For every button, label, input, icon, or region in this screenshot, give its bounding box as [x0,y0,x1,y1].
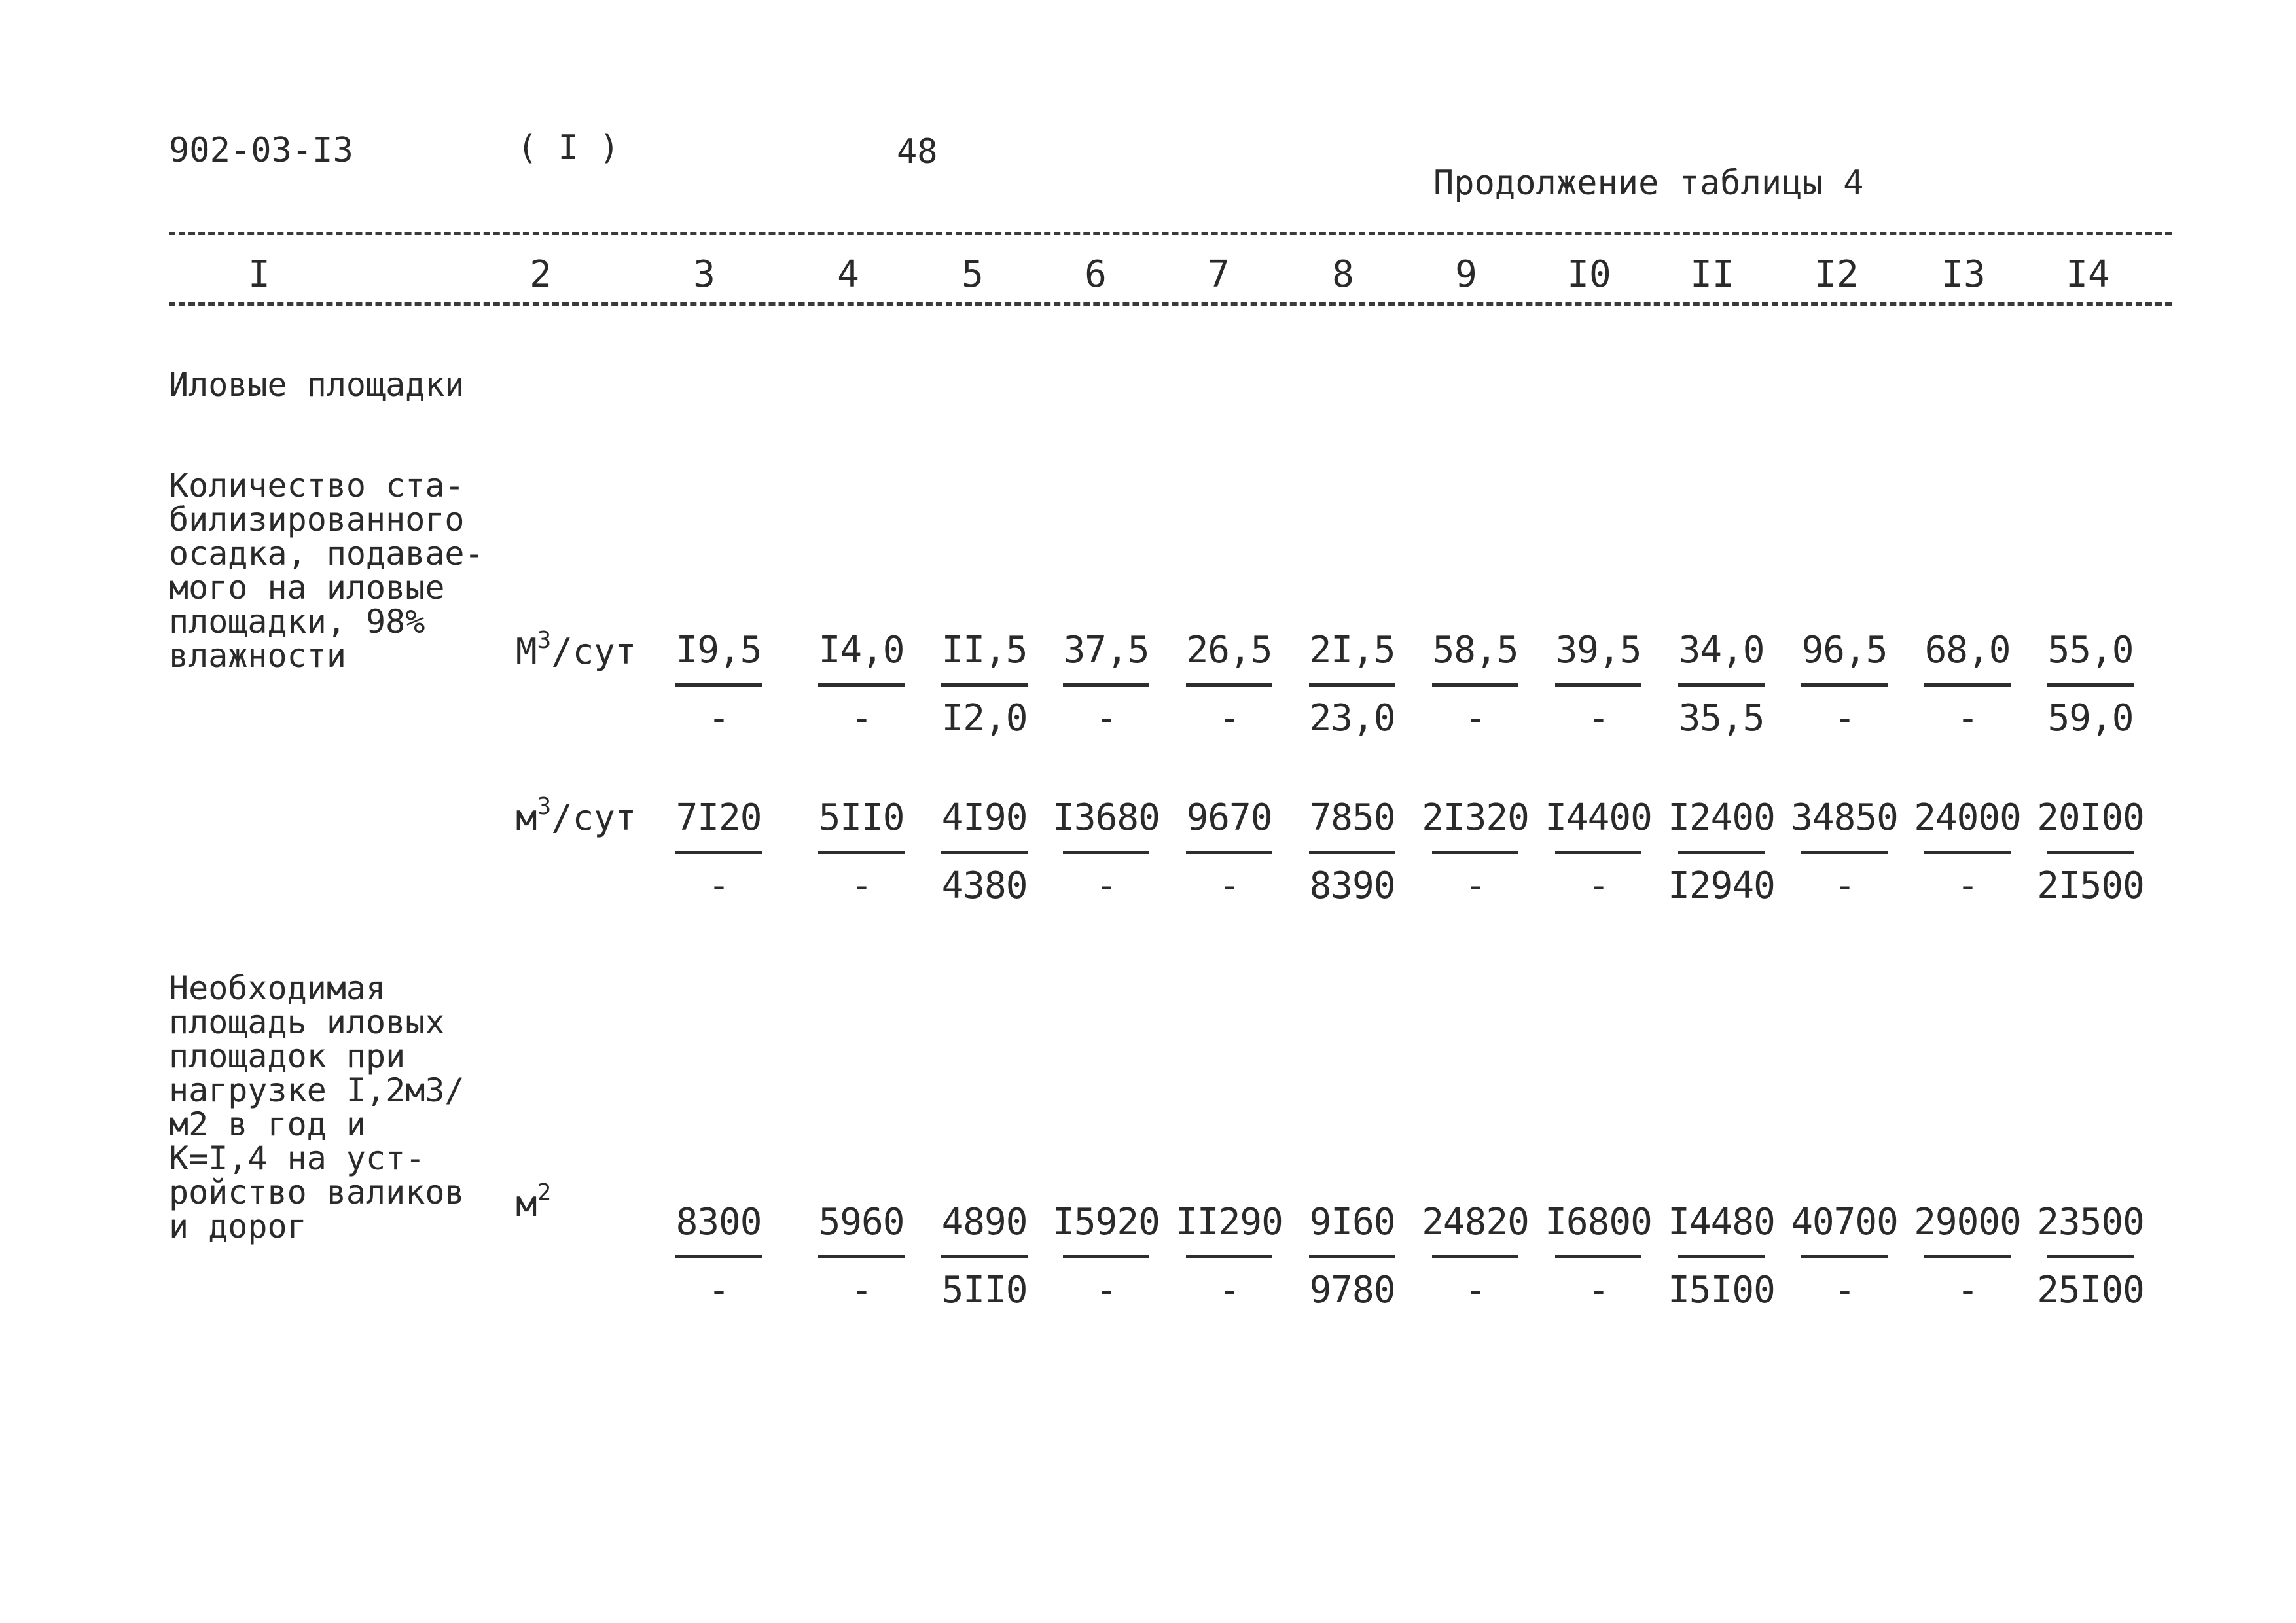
cell-value-bottom: I2,0 [941,697,1028,740]
cell-value-bottom: 8390 [1309,865,1395,907]
fraction-bar [1186,851,1272,854]
fraction-bar [941,683,1028,687]
cell-value-top: II290 [1175,1201,1283,1243]
cell-value-bottom: 9780 [1309,1269,1395,1311]
fraction-bar [1309,851,1395,854]
cell-value-top: II,5 [941,629,1028,671]
column-number: I2 [1814,253,1859,296]
fraction-bar [1555,683,1641,687]
cell-value-bottom: - [1218,1269,1240,1311]
cell-value-top: 7850 [1309,796,1395,839]
cell-value-bottom: - [1833,865,1856,907]
table-continuation-title: Продолжение таблицы 4 [1433,164,1864,203]
cell-value-top: 5II0 [818,796,905,839]
cell-value-top: 24000 [1914,796,2021,839]
fraction-bar [1801,683,1888,687]
section-title: Иловые площадки [169,366,465,404]
cell-value-top: 5960 [818,1201,905,1243]
cell-value-bottom: - [850,865,872,907]
cell-value-top: 20I00 [2037,796,2144,839]
fraction-bar [1924,851,2011,854]
cell-value-bottom: I5I00 [1668,1269,1775,1311]
cell-value-bottom: - [1218,865,1240,907]
cell-value-top: 4I90 [941,796,1028,839]
cell-value-top: 96,5 [1801,629,1888,671]
fraction-bar [675,683,762,687]
fraction-bar [1924,683,2011,687]
column-number: 7 [1208,253,1230,296]
cell-value-bottom: - [708,865,730,907]
cell-value-bottom: 59,0 [2047,697,2134,740]
column-number: I3 [1941,253,1986,296]
fraction-bar [1063,851,1149,854]
fraction-bar [1309,683,1395,687]
column-number: 2 [529,253,552,296]
fraction-bar [2047,851,2134,854]
fraction-bar [1924,1255,2011,1258]
cell-value-top: 24820 [1422,1201,1529,1243]
fraction-bar [1555,851,1641,854]
column-number: I [248,253,270,296]
fraction-bar [1309,1255,1395,1258]
cell-value-bottom: - [1464,865,1486,907]
cell-value-top: I4400 [1545,796,1652,839]
parameter-sludge-quantity: Количество ста- билизированного осадка, подавае- мого на иловые площадки, 98% влажности [169,467,484,675]
cell-value-bottom: - [1095,1269,1117,1311]
cell-value-bottom: - [1095,865,1117,907]
cell-value-top: 37,5 [1063,629,1149,671]
cell-value-bottom: - [1587,865,1609,907]
cell-value-top: 29000 [1914,1201,2021,1243]
page-number: 48 [897,132,938,171]
part-number: ( I ) [517,128,620,168]
cell-value-top: 9670 [1186,796,1272,839]
column-number: 5 [961,253,984,296]
cell-value-top: 9I60 [1309,1201,1395,1243]
cell-value-bottom: - [1956,865,1979,907]
cell-value-bottom: - [1464,697,1486,740]
fraction-bar [1801,1255,1888,1258]
cell-value-bottom: - [1833,697,1856,740]
unit-cubic-per-day-1: $М^3$/сут [516,627,637,672]
table-top-rule [169,232,2172,235]
fraction-bar [1678,851,1765,854]
fraction-bar [1678,1255,1765,1258]
cell-value-top: I3680 [1052,796,1160,839]
table-header-rule [169,302,2172,306]
cell-value-top: 40700 [1791,1201,1898,1243]
fraction-bar [1186,683,1272,687]
cell-value-bottom: 2I500 [2037,865,2144,907]
fraction-bar [1678,683,1765,687]
cell-value-top: 23500 [2037,1201,2144,1243]
cell-value-top: 34,0 [1678,629,1765,671]
fraction-bar [941,1255,1028,1258]
fraction-bar [1063,1255,1149,1258]
cell-value-bottom: 23,0 [1309,697,1395,740]
fraction-bar [1801,851,1888,854]
cell-value-bottom: 35,5 [1678,697,1765,740]
column-number: 8 [1332,253,1354,296]
cell-value-bottom: 25I00 [2037,1269,2144,1311]
fraction-bar [675,851,762,854]
cell-value-top: 2I,5 [1309,629,1395,671]
parameter-required-area: Необходимая площадь иловых площадок при нагрузке I,2м3/ м2 в год и К=I,4 на уст- ройство валиков и дорог [169,969,465,1245]
unit-cubic-per-day-2: $м^3$/сут [516,793,637,838]
cell-value-bottom: I2940 [1668,865,1775,907]
cell-value-top: 55,0 [2047,629,2134,671]
cell-value-top: 58,5 [1432,629,1518,671]
fraction-bar [1432,1255,1518,1258]
cell-value-top: 39,5 [1555,629,1641,671]
fraction-bar [818,851,905,854]
fraction-bar [941,851,1028,854]
column-number: I0 [1567,253,1611,296]
cell-value-bottom: - [1218,697,1240,740]
column-number: 4 [837,253,859,296]
cell-value-bottom: - [850,1269,872,1311]
fraction-bar [1186,1255,1272,1258]
cell-value-bottom: - [1956,1269,1979,1311]
cell-value-bottom: - [1095,697,1117,740]
cell-value-top: 7I20 [675,796,762,839]
fraction-bar [1063,683,1149,687]
cell-value-top: I6800 [1545,1201,1652,1243]
fraction-bar [675,1255,762,1258]
cell-value-bottom: - [1464,1269,1486,1311]
cell-value-top: I4480 [1668,1201,1775,1243]
column-number: 9 [1455,253,1477,296]
unit-square-meters: $м^2$ [516,1179,552,1224]
cell-value-top: 26,5 [1186,629,1272,671]
fraction-bar [818,683,905,687]
column-number: II [1690,253,1734,296]
column-number: 6 [1085,253,1107,296]
cell-value-top: I2400 [1668,796,1775,839]
cell-value-bottom: - [708,1269,730,1311]
cell-value-bottom: - [708,697,730,740]
cell-value-top: 2I320 [1422,796,1529,839]
fraction-bar [1432,683,1518,687]
cell-value-top: 4890 [941,1201,1028,1243]
document-code: 902-03-I3 [169,131,353,170]
cell-value-top: 34850 [1791,796,1898,839]
cell-value-bottom: - [1587,1269,1609,1311]
cell-value-bottom: - [1587,697,1609,740]
cell-value-bottom: 4380 [941,865,1028,907]
column-number: 3 [693,253,715,296]
fraction-bar [2047,1255,2134,1258]
cell-value-bottom: - [850,697,872,740]
cell-value-top: 68,0 [1924,629,2011,671]
fraction-bar [1432,851,1518,854]
cell-value-top: 8300 [675,1201,762,1243]
cell-value-top: I4,0 [818,629,905,671]
fraction-bar [818,1255,905,1258]
cell-value-bottom: - [1956,697,1979,740]
cell-value-top: I9,5 [675,629,762,671]
fraction-bar [1555,1255,1641,1258]
fraction-bar [2047,683,2134,687]
column-number: I4 [2066,253,2110,296]
cell-value-bottom: 5II0 [941,1269,1028,1311]
cell-value-top: I5920 [1052,1201,1160,1243]
cell-value-bottom: - [1833,1269,1856,1311]
